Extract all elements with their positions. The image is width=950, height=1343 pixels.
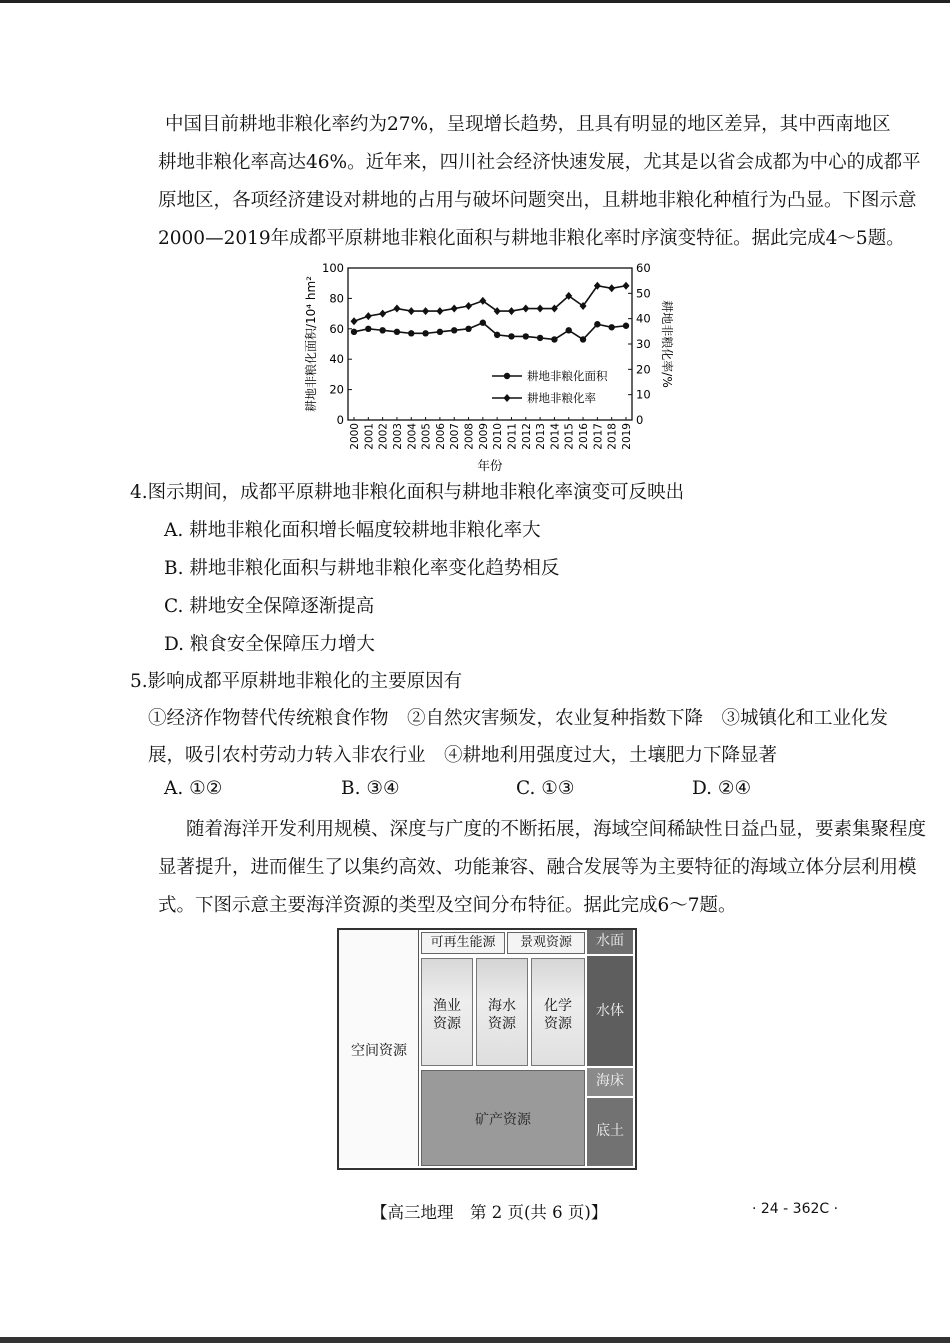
area-point (566, 327, 572, 333)
right-tick-label: 50 (636, 286, 651, 301)
right-tick-label: 60 (636, 261, 651, 275)
area-point (594, 321, 600, 327)
q5-choices-line-2: 展，吸引农村劳动力转入非农行业 ④耕地利用强度过大，土壤肥力下降显著 (148, 745, 778, 766)
intro2-line-3: 式。下图示意主要海洋资源的类型及空间分布特征。据此完成6～7题。 (158, 895, 737, 916)
area-point (465, 326, 471, 332)
fishery-label-2: 资源 (433, 1016, 461, 1032)
intro-line-2: 耕地非粮化率高达46%。近年来，四川社会经济快速发展，尤其是以省会成都为中心的成都平 (158, 152, 921, 173)
left-tick-label: 0 (336, 413, 344, 427)
rate-point (494, 307, 501, 315)
x-tick-label: 2000 (349, 423, 361, 450)
renewable-energy-cell: 可再生能源 (421, 932, 505, 954)
intro2-line-2: 显著提升，进而催生了以集约高效、功能兼容、融合发展等为主要特征的海域立体分层利用模 (158, 857, 917, 878)
intro-line-1: 中国目前耕地非粮化率约为27%，呈现增长趋势，且具有明显的地区差异，其中西南地区 (165, 114, 891, 135)
area-point (365, 326, 371, 332)
rate-point (422, 307, 429, 315)
x-tick-label: 2006 (434, 423, 447, 450)
q5-option-d: D. ②④ (692, 778, 752, 799)
mineral-label: 矿产资源 (475, 1112, 531, 1128)
q4-stem: 4.图示期间，成都平原耕地非粮化面积与耕地非粮化率演变可反映出 (130, 482, 685, 503)
x-tick-label: 2007 (449, 423, 462, 450)
rate-point (465, 302, 472, 310)
bottom-border (0, 1337, 950, 1343)
paper-code: · 24 - 362C · (752, 1201, 839, 1217)
area-point (379, 327, 385, 333)
q4-option-c: C. 耕地安全保障逐渐提高 (164, 596, 375, 617)
area-point (608, 324, 614, 330)
q5-option-b: B. ③④ (341, 778, 400, 799)
x-tick-label: 2005 (420, 423, 433, 450)
x-tick-label: 2016 (578, 423, 591, 450)
x-tick-label: 2015 (563, 423, 576, 450)
y-axis-right-title: 耕地非粮化率/% (660, 300, 674, 388)
left-tick-label: 100 (322, 261, 344, 275)
area-point (408, 330, 414, 336)
intro2-line-1: 随着海洋开发利用规模、深度与广度的不断拓展，海域空间稀缺性日益凸显，要素集聚程度 (186, 819, 927, 840)
x-tick-label: 2002 (377, 423, 390, 450)
right-tick-label: 0 (636, 413, 644, 427)
area-point (523, 333, 529, 339)
q5-option-a: A. ①② (164, 778, 223, 799)
q4-option-d: D. 粮食安全保障压力增大 (164, 634, 375, 655)
x-tick-label: 2017 (592, 423, 605, 450)
area-point (623, 323, 629, 329)
area-point (580, 336, 586, 342)
area-point (451, 327, 457, 333)
seawater-label-2: 资源 (488, 1016, 516, 1032)
rate-point (537, 305, 544, 313)
right-tick-label: 30 (636, 337, 651, 351)
rate-point (623, 282, 630, 290)
chemical-label-1: 化学 (544, 998, 572, 1014)
intro-line-4: 2000—2019年成都平原耕地非粮化面积与耕地非粮化率时序演变特征。据此完成4～5题。 (158, 228, 905, 249)
legend-rate-label: 耕地非粮化率 (527, 391, 596, 405)
rate-point (451, 305, 458, 313)
right-tick-label: 40 (636, 311, 651, 326)
y-axis-left-title: 耕地非粮化面积/10⁴ hm² (304, 275, 318, 413)
q4-option-b: B. 耕地非粮化面积与耕地非粮化率变化趋势相反 (164, 558, 560, 579)
x-tick-label: 2012 (520, 423, 533, 450)
series-line-rate (354, 286, 626, 321)
rate-point (351, 317, 358, 325)
q4-option-a: A. 耕地非粮化面积增长幅度较耕地非粮化率大 (164, 520, 541, 541)
area-point (351, 329, 357, 335)
mineral-resources-cell (421, 1070, 585, 1166)
left-tick-label: 40 (329, 352, 344, 367)
area-point (494, 332, 500, 338)
layer-water-surface: 水面 (587, 930, 633, 954)
rate-point (379, 310, 386, 318)
rate-point (436, 307, 443, 315)
seawater-resources-cell (476, 958, 528, 1066)
intro-line-3: 原地区，各项经济建设对耕地的占用与破坏问题突出，且耕地非粮化种植行为凸显。下图示意 (158, 190, 917, 211)
marine-resources-diagram (337, 928, 637, 1170)
left-tick-label: 80 (329, 291, 344, 306)
area-point (422, 330, 428, 336)
x-tick-label: 2011 (506, 423, 519, 450)
top-border (0, 0, 950, 3)
x-axis-title: 年份 (477, 458, 503, 473)
layer-seabed: 海床 (587, 1068, 633, 1096)
x-tick-label: 2019 (621, 423, 633, 450)
area-point (394, 329, 400, 335)
layer-water-body: 水体 (587, 956, 633, 1066)
area-point (508, 333, 514, 339)
line-chart (295, 250, 695, 475)
x-tick-label: 2010 (492, 423, 505, 450)
fishery-label-1: 渔业 (433, 998, 461, 1014)
x-tick-label: 2008 (463, 423, 476, 450)
right-tick-label: 10 (636, 387, 651, 402)
x-tick-label: 2009 (477, 423, 490, 450)
x-tick-label: 2001 (363, 423, 376, 450)
left-tick-label: 20 (329, 382, 344, 397)
q5-choices-line-1: ①经济作物替代传统粮食作物 ②自然灾害频发，农业复种指数下降 ③城镇化和工业化发 (148, 708, 889, 729)
q5-stem: 5.影响成都平原耕地非粮化的主要原因有 (130, 671, 463, 692)
x-tick-label: 2004 (406, 423, 419, 450)
rate-point (408, 307, 415, 315)
rate-point (522, 305, 529, 313)
x-tick-label: 2018 (606, 423, 619, 450)
seawater-label-1: 海水 (488, 998, 516, 1014)
x-tick-label: 2003 (391, 423, 404, 450)
chemical-label-2: 资源 (544, 1016, 572, 1032)
rate-point (365, 312, 372, 320)
right-tick-label: 20 (636, 362, 651, 377)
area-point (437, 329, 443, 335)
fishery-resources-cell (421, 958, 473, 1066)
area-point (551, 336, 557, 342)
space-resources-label: 空间资源 (351, 1043, 407, 1059)
space-resources-cell (339, 930, 419, 1166)
q5-option-c: C. ①③ (516, 778, 575, 799)
rate-point (479, 297, 486, 305)
layer-subsoil: 底土 (587, 1098, 633, 1166)
area-point (480, 320, 486, 326)
x-tick-label: 2013 (535, 423, 548, 450)
legend-area-marker (504, 373, 510, 379)
page-footer: 【高三地理 第 2 页(共 6 页)】 (371, 1203, 608, 1222)
rate-point (608, 284, 615, 292)
left-tick-label: 60 (329, 321, 344, 336)
rate-point (508, 307, 515, 315)
x-tick-label: 2014 (549, 423, 562, 450)
landscape-resources-cell: 景观资源 (507, 932, 585, 954)
legend-rate-marker (504, 394, 511, 402)
legend-area-label: 耕地非粮化面积 (527, 369, 608, 383)
chemical-resources-cell (531, 958, 585, 1066)
area-point (537, 335, 543, 341)
rate-point (393, 305, 400, 313)
